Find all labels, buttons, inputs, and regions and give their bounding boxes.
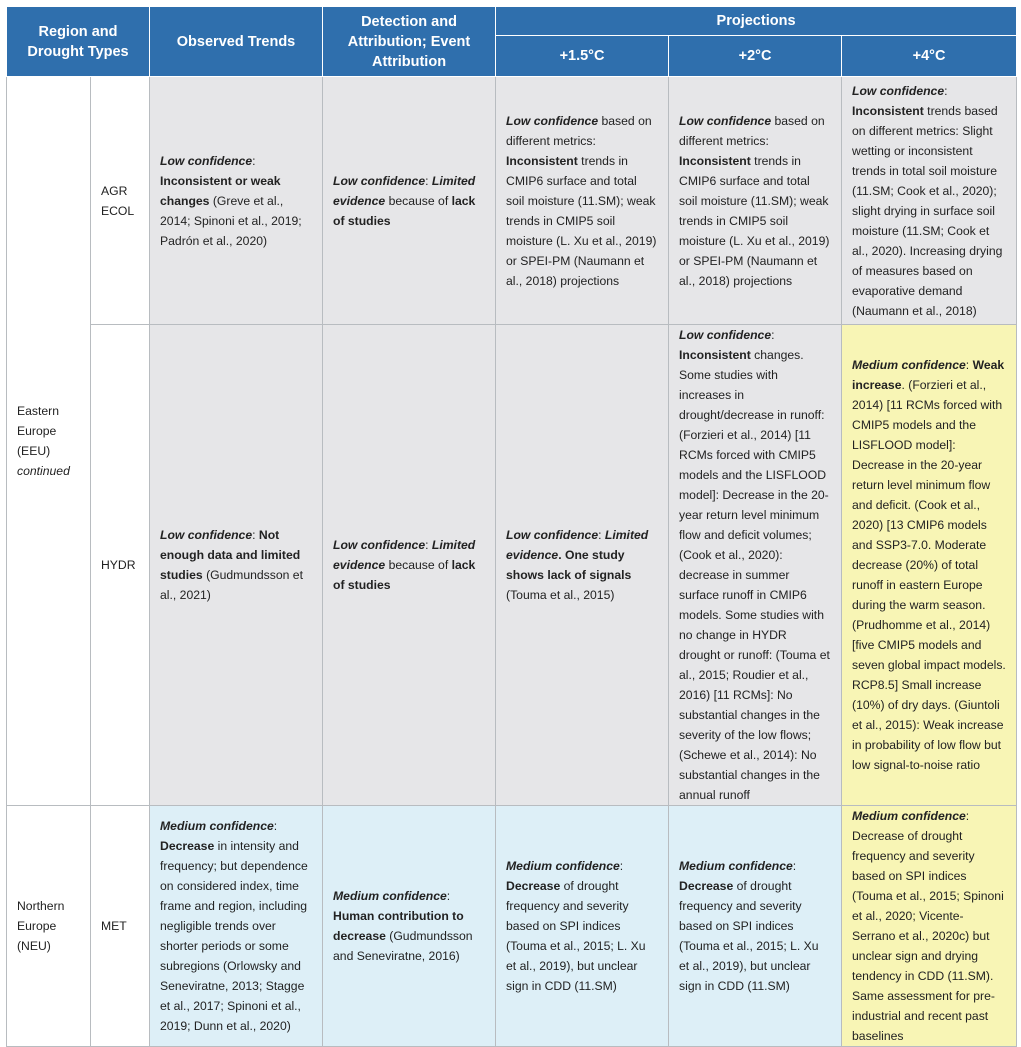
separator: :: [425, 173, 432, 188]
confidence-label: Low confidence: [506, 113, 599, 128]
confidence-label: Medium confidence: [852, 358, 966, 372]
p15-cell: [496, 325, 669, 806]
cell-text: because of: [385, 558, 452, 572]
key-finding: Inconsistent or weak changes: [160, 173, 281, 208]
region-header: Region and Drought Types: [7, 7, 150, 77]
citation-text: of drought frequency and severity based on SPI indices (Touma et al., 2015; L. Xu et al., 2019), but unclear sign in CDD (11.SM): [679, 879, 819, 993]
citation-text: . (Forzieri et al., 2014) [11 RCMs forced with CMIP5 models and the LISFLOOD model]: Decrease in the 20-year return level minimum flow and deficit. (Cook et al., 2020) [13 CMIP6 models and SSP3-7.0. Moderate decrease (20%) of total runoff in eastern Europe during the warm season. (Prudhomme et al., 2014) [five CMIP5 models and seven global impact models. RCP8.5] Small increase (10%) of dry days. (Giuntoli et al., 2015): Weak increase in probability of low flow but low signal-to-noise ratio: [852, 378, 1006, 772]
key-finding: . One study shows lack of signals: [506, 548, 632, 582]
drought-type-cell: [91, 325, 150, 806]
p2-header: +2°C: [669, 36, 842, 77]
p2-cell: [669, 77, 842, 325]
cell-text: based on different metrics:: [506, 113, 652, 148]
key-finding: Inconsistent: [679, 348, 751, 362]
region-code: (NEU): [17, 939, 51, 953]
separator: :: [252, 153, 256, 168]
observed-cell: [150, 325, 323, 806]
separator: :: [598, 528, 605, 542]
confidence-label: Low confidence: [852, 83, 945, 98]
citation-text: (Gudmundsson et al., 2021): [160, 568, 303, 602]
citation-text: trends in CMIP6 surface and total soil moisture (11.SM); weak trends in CMIP5 soil moisture (L. Xu et al., 2019) or SPEI-PM (Naumann et al., 2018) projections: [506, 153, 657, 288]
citation-text: trends in CMIP6 surface and total soil moisture (11.SM); weak trends in CMIP5 soil moisture (L. Xu et al., 2019) or SPEI-PM (Naumann et al., 2018) projections: [679, 153, 830, 288]
citation-text: (Gudmundsson and Seneviratne, 2016): [333, 929, 473, 963]
separator: :: [619, 859, 624, 873]
projections-header: Projections: [496, 7, 1017, 36]
p4-header: +4°C: [842, 36, 1017, 77]
key-finding: Weak increase: [852, 358, 1005, 392]
confidence-label: Medium confidence: [679, 859, 793, 873]
key-finding: Inconsistent: [679, 153, 751, 168]
observed-cell: [150, 77, 323, 325]
continued-label: continued: [17, 464, 70, 478]
cell-text: based on different metrics:: [679, 113, 825, 148]
drought-type: HYDR: [101, 558, 136, 572]
confidence-label: Medium confidence: [160, 819, 274, 833]
citation-text: (Greve et al., 2014; Spinoni et al., 2019; Padrón et al., 2020): [160, 193, 302, 248]
p4-cell: [842, 806, 1017, 1047]
table-row: [7, 806, 1017, 1047]
drought-type-cell: [91, 77, 150, 325]
p2-cell: [669, 325, 842, 806]
confidence-label: Low confidence: [160, 528, 253, 542]
key-finding: Inconsistent: [506, 153, 578, 168]
p15-cell: [496, 806, 669, 1047]
evidence-label: Limited evidence: [506, 528, 649, 562]
p4-cell: [842, 77, 1017, 325]
table-row: [7, 325, 1017, 806]
confidence-label: Medium confidence: [333, 889, 447, 903]
region-cell-neu: [7, 806, 91, 1047]
evidence-label: Limited evidence: [333, 173, 476, 208]
separator: :: [252, 528, 259, 542]
region-name: Eastern: [17, 404, 60, 418]
key-finding: Human contribution to decrease: [333, 909, 464, 943]
detection-cell: [323, 806, 496, 1047]
key-finding: Decrease: [679, 879, 734, 893]
separator: :: [771, 328, 775, 342]
confidence-label: Low confidence: [679, 113, 772, 128]
drought-type: MET: [101, 919, 127, 933]
confidence-label: Low confidence: [679, 328, 772, 342]
citation-text: Decrease of drought frequency and severity based on SPI indices (Touma et al., 2015; Spinoni et al., 2020; Vicente-Serrano et al., 2020c) but unclear sign and drying tendency in CDD (11.SM). Same assessment for pre-industrial and recent past baselines: [852, 829, 1004, 1043]
separator: :: [965, 358, 973, 372]
observed-cell: [150, 806, 323, 1047]
confidence-label: Low confidence: [333, 173, 426, 188]
p15-header: +1.5°C: [496, 36, 669, 77]
detection-cell: [323, 77, 496, 325]
key-finding: Decrease: [160, 839, 215, 853]
region-name: Northern: [17, 899, 65, 913]
key-finding: Inconsistent: [852, 103, 924, 118]
observed-header: Observed Trends: [150, 7, 323, 77]
confidence-label: Medium confidence: [506, 859, 620, 873]
citation-text: (Touma et al., 2015): [506, 588, 615, 602]
drought-type: ECOL: [101, 203, 135, 218]
separator: :: [944, 83, 948, 98]
citation-text: changes. Some studies with increases in drought/decrease in runoff: (Forzieri et al., 2014) [11 RCMs forced with CMIP5 models and the LISFLOOD model]: Decrease in the 20-year return level minimum flow and deficit volumes; (Cook et al., 2020): decrease in summer surface runoff in CMIP6 models. Some studies with no change in HYDR drought or runoff: (Touma et al., 2015; Roudier et al., 2016) [11 RCMs]: No substantial changes in the severity of the low flows; (Schewe et al., 2014): No substantial changes in the annual runoff: [679, 348, 830, 802]
assessment-table: [6, 6, 1017, 1047]
detection-header: Detection and Attribution; Event Attribution: [323, 7, 496, 77]
confidence-label: Low confidence: [506, 528, 599, 542]
confidence-label: Low confidence: [333, 538, 426, 552]
cell-text: because of: [385, 193, 452, 208]
key-finding: Decrease: [506, 879, 561, 893]
key-finding: lack of studies: [333, 193, 476, 228]
key-finding: lack of studies: [333, 558, 476, 592]
separator: :: [446, 889, 451, 903]
region-cell-eeu: [7, 77, 91, 806]
region-name: Europe: [17, 424, 57, 438]
separator: :: [273, 819, 278, 833]
p4-cell: [842, 325, 1017, 806]
separator: :: [425, 538, 432, 552]
key-finding: Not enough data and limited studies: [160, 528, 301, 582]
citation-text: trends based on different metrics: Slight wetting or inconsistent trends in total soil moisture (11.SM; Cook et al., 2020); slight drying in surface soil moisture (11.SM; Cook et al., 2020). Increasing drying of measures based on evaporative demand (Naumann et al., 2018): [852, 103, 1003, 318]
region-name: Europe: [17, 919, 57, 933]
confidence-label: Medium confidence: [852, 809, 966, 823]
separator: :: [792, 859, 797, 873]
p15-cell: [496, 77, 669, 325]
citation-text: of drought frequency and severity based on SPI indices (Touma et al., 2015; L. Xu et al., 2019), but unclear sign in CDD (11.SM): [506, 879, 646, 993]
confidence-label: Low confidence: [160, 153, 253, 168]
drought-type: AGR: [101, 183, 128, 198]
table-row: [7, 77, 1017, 325]
citation-text: in intensity and frequency; but dependence on considered index, time frame and region, including negligible trends over shorter periods or some subregions (Orlowsky and Seneviratne, 2013; Stagge et al., 2017; Spinoni et al., 2019; Dunn et al., 2020): [160, 839, 308, 1033]
p2-cell: [669, 806, 842, 1047]
detection-cell: [323, 325, 496, 806]
evidence-label: Limited evidence: [333, 538, 476, 572]
drought-type-cell: [91, 806, 150, 1047]
region-code: (EEU): [17, 444, 51, 458]
separator: :: [965, 809, 970, 823]
